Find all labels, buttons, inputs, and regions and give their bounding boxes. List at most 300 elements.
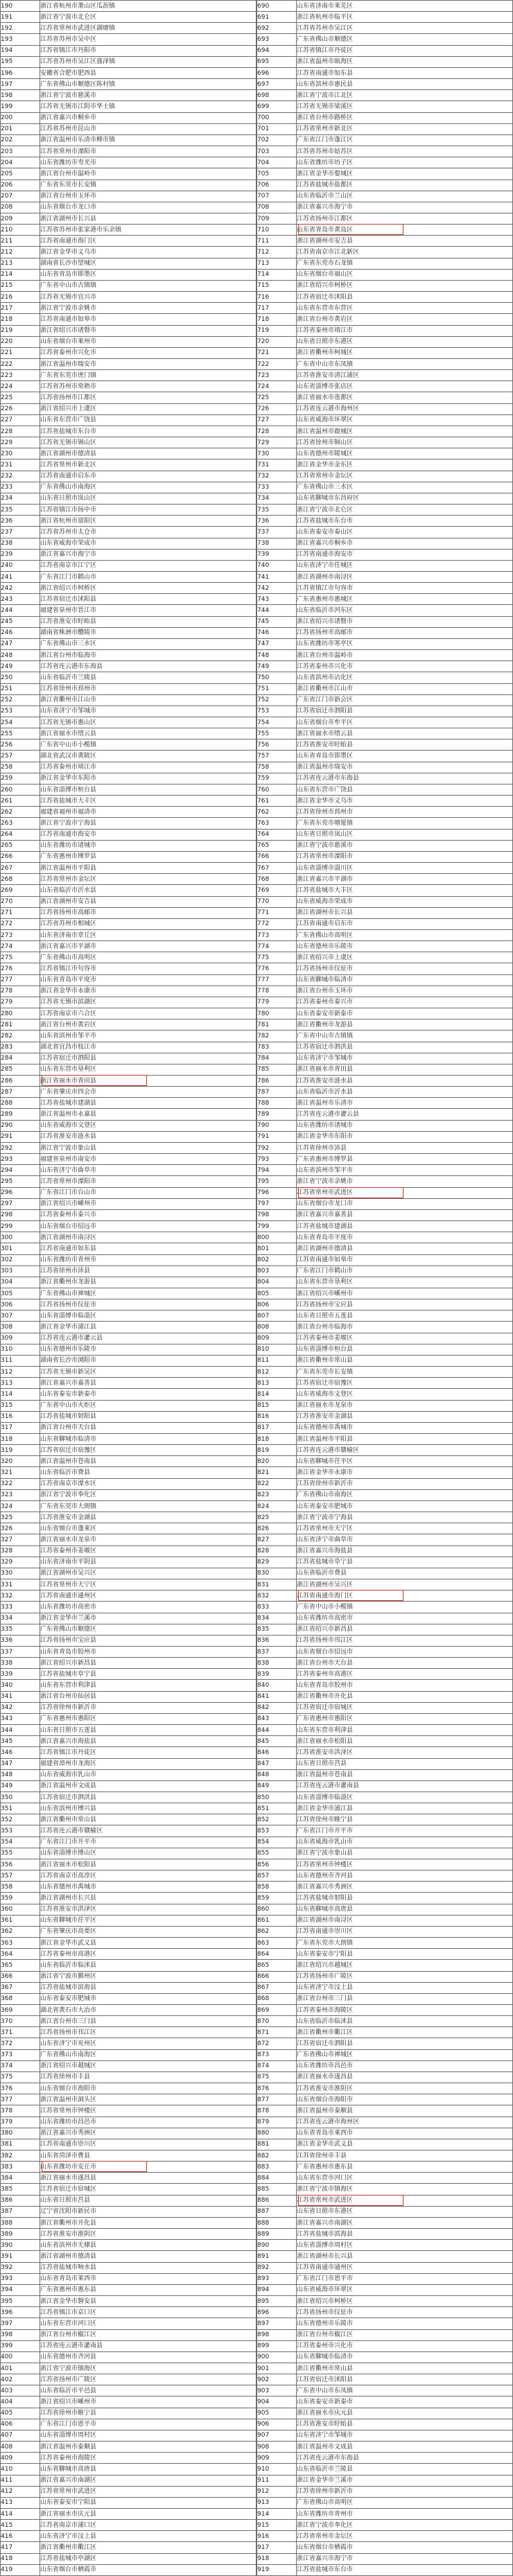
town-cell <box>40 2464 256 2475</box>
table-row <box>1 403 256 414</box>
town-cell <box>40 2475 256 2486</box>
table-row <box>1 1076 256 1087</box>
town-cell <box>40 2273 256 2284</box>
rank-cell: 326 <box>1 1523 40 1534</box>
table-row <box>1 1265 256 1277</box>
table-row <box>257 929 513 940</box>
rank-cell: 775 <box>257 952 297 963</box>
rank-cell: 786 <box>257 1076 297 1087</box>
town-cell <box>40 2083 256 2094</box>
town-cell <box>40 784 256 795</box>
town-cell <box>40 952 256 963</box>
table-row <box>257 796 513 807</box>
rank-cell: 875 <box>257 2071 297 2083</box>
town-name: 山东省滨州市惠民县 <box>297 80 354 88</box>
town-name: 浙江省台州市临海市 <box>297 1324 354 1331</box>
rank-cell: 802 <box>257 1254 297 1265</box>
town-name: 浙江省嘉兴市海宁市 <box>40 551 97 559</box>
town-name: 山东省临沂市费县 <box>40 1469 91 1477</box>
town-name: 山东省潍坊市坊子区 <box>297 159 354 166</box>
town-cell <box>297 1635 513 1646</box>
town-cell <box>297 1859 513 1870</box>
table-row <box>1 1176 256 1187</box>
town-name: 江苏省扬州市宝应县 <box>297 1301 354 1308</box>
table-row <box>257 1154 513 1165</box>
table-row <box>257 1489 513 1500</box>
rank-cell: 348 <box>1 1769 40 1780</box>
town-name: 江苏省淮安市金湖县 <box>297 1413 354 1421</box>
table-row <box>257 2509 513 2520</box>
town-name: 山东省聊城市临清市 <box>297 2354 354 2361</box>
rank-cell: 258 <box>1 762 40 773</box>
table-row <box>257 1904 513 1915</box>
town-name: 湖南省长沙市望城区 <box>40 260 97 268</box>
rank-cell: 214 <box>1 269 40 280</box>
table-row <box>257 459 513 471</box>
table-row <box>257 1769 513 1780</box>
town-name: 浙江省宁波市余姚市 <box>297 1177 354 1185</box>
town-name: 江苏省无锡市宜兴市 <box>40 293 97 301</box>
town-name: 福建省漳州市龙海区 <box>40 1760 97 1768</box>
town-cell <box>297 571 513 582</box>
town-name: 江苏省扬州市邗江区 <box>297 1637 354 1645</box>
rank-cell: 230 <box>1 448 40 459</box>
town-name: 江苏省无锡市梁溪区 <box>297 103 354 110</box>
town-name: 山东省聊城市东昌府区 <box>297 495 360 502</box>
table-row <box>257 2318 513 2329</box>
town-cell <box>297 1109 513 1120</box>
town-name: 山东省东营市河口区 <box>40 2320 97 2327</box>
town-name: 江苏省镇江市句容市 <box>297 584 354 592</box>
town-cell <box>40 2060 256 2071</box>
town-cell <box>40 1367 256 1378</box>
table-row <box>1 1142 256 1153</box>
rank-cell: 813 <box>257 1378 297 1389</box>
town-cell <box>297 1311 513 1322</box>
table-row <box>1 347 256 358</box>
town-cell <box>297 2520 513 2531</box>
table-row <box>257 1176 513 1187</box>
rank-cell: 354 <box>1 1837 40 1848</box>
town-name: 浙江省绍兴市越城区 <box>297 1961 354 1969</box>
table-row <box>1 2173 256 2184</box>
rank-cell: 292 <box>1 1142 40 1153</box>
town-name: 广东省江门市鹤山市 <box>40 573 97 581</box>
rank-cell: 859 <box>257 1893 297 1904</box>
town-cell <box>40 1926 256 1937</box>
rank-cell: 206 <box>1 179 40 191</box>
rank-cell: 780 <box>257 1008 297 1019</box>
town-cell <box>297 2486 513 2497</box>
rank-cell: 197 <box>1 79 40 90</box>
rank-cell: 332 <box>1 1591 40 1602</box>
town-cell <box>297 1602 513 1613</box>
town-name: 广东省东莞市塘厦镇 <box>297 819 354 827</box>
table-row <box>1 2038 256 2049</box>
town-name: 山东省潍坊市青州市 <box>40 1256 97 1264</box>
town-cell <box>40 56 256 67</box>
rank-cell: 208 <box>1 202 40 213</box>
rank-cell: 223 <box>1 370 40 381</box>
rank-cell: 379 <box>1 2117 40 2128</box>
table-row <box>1 1545 256 1557</box>
table-row <box>257 1713 513 1724</box>
rank-cell: 759 <box>257 773 297 784</box>
town-cell <box>297 818 513 829</box>
table-row <box>257 2553 513 2564</box>
table-row <box>257 907 513 918</box>
table-row <box>257 694 513 706</box>
town-cell <box>297 1882 513 1893</box>
rank-cell: 409 <box>1 2453 40 2464</box>
table-row <box>1 2464 256 2475</box>
rank-cell: 261 <box>1 796 40 807</box>
town-cell <box>297 1389 513 1400</box>
town-name: 浙江省宁波市镇海区 <box>297 2186 354 2193</box>
table-row <box>257 1422 513 1433</box>
table-row <box>257 2442 513 2453</box>
rank-cell: 357 <box>1 1870 40 1882</box>
town-cell <box>297 2027 513 2038</box>
table-row <box>257 202 513 213</box>
town-name: 浙江省衢州市开化县 <box>40 2219 97 2227</box>
town-name: 山东省淄博市临淄区 <box>40 1312 97 1320</box>
table-row <box>257 123 513 134</box>
town-name: 江苏省扬州市江都区 <box>297 215 354 222</box>
rank-cell: 228 <box>1 426 40 437</box>
rank-cell: 844 <box>257 1725 297 1736</box>
town-name: 广东省江门市台山市 <box>40 1189 97 1197</box>
rank-cell: 753 <box>257 706 297 717</box>
table-row <box>257 616 513 627</box>
town-cell <box>297 79 513 90</box>
rank-cell: 796 <box>257 1187 297 1198</box>
town-name: 江苏省泰州市兴化市 <box>297 2342 354 2350</box>
town-name: 山东省烟台市海阳市 <box>297 2096 354 2103</box>
table-row <box>1 101 256 112</box>
table-row <box>1 1613 256 1624</box>
town-name: 浙江省宁波市奉化区 <box>40 1491 97 1499</box>
town-cell <box>40 2329 256 2340</box>
rank-cell: 912 <box>257 2486 297 2497</box>
table-row <box>257 2542 513 2553</box>
rank-cell: 336 <box>1 1635 40 1646</box>
town-name: 山东省潍坊市高密市 <box>40 1603 97 1611</box>
town-cell <box>297 414 513 426</box>
table-row <box>1 134 256 146</box>
table-row <box>257 1960 513 1971</box>
town-cell <box>297 1713 513 1724</box>
table-row <box>257 213 513 224</box>
town-name: 浙江省温州市永嘉县 <box>40 1111 97 1119</box>
town-name: 浙江省嘉兴市海盐县 <box>40 1737 97 1745</box>
table-row <box>1 549 256 560</box>
rank-cell: 299 <box>1 1221 40 1232</box>
table-row <box>1 202 256 213</box>
table-row <box>257 1982 513 1993</box>
table-row <box>257 2329 513 2340</box>
town-cell <box>40 1154 256 1165</box>
town-name: 江苏省宿迁市宿城区 <box>40 2186 97 2193</box>
table-row <box>1 381 256 392</box>
table-row <box>1 560 256 571</box>
table-row <box>257 2150 513 2162</box>
rank-cell: 408 <box>1 2442 40 2453</box>
rank-cell: 333 <box>1 1602 40 1613</box>
rank-cell: 276 <box>1 963 40 974</box>
town-cell <box>40 1557 256 1568</box>
town-name: 福建省福州市福清市 <box>40 808 97 816</box>
rank-cell: 387 <box>1 2206 40 2217</box>
table-row <box>257 1378 513 1389</box>
town-cell <box>297 1523 513 1534</box>
town-name: 山东省滨州市无棣县 <box>40 2241 97 2249</box>
town-cell <box>40 2016 256 2027</box>
town-cell <box>297 1534 513 1545</box>
table-row <box>1 493 256 504</box>
table-row <box>1 717 256 728</box>
table-row <box>1 2430 256 2441</box>
town-name: 广东省中山市东凤镇 <box>297 2387 354 2394</box>
rank-cell: 719 <box>257 325 297 336</box>
town-name: 山东省淄博市周村区 <box>297 2241 354 2249</box>
rank-cell: 839 <box>257 1669 297 1680</box>
rank-cell: 732 <box>257 471 297 482</box>
rank-cell: 366 <box>1 1971 40 1982</box>
town-cell <box>297 1870 513 1882</box>
table-row <box>257 2408 513 2419</box>
town-name: 江苏省泰州市靖江市 <box>297 327 354 335</box>
table-row <box>1 146 256 157</box>
rank-cell: 240 <box>1 560 40 571</box>
table-row <box>257 717 513 728</box>
rank-cell: 805 <box>257 1288 297 1299</box>
rank-cell: 237 <box>1 527 40 538</box>
table-row <box>257 1837 513 1848</box>
town-name: 江苏省连云港市灌云县 <box>40 1335 103 1342</box>
rank-cell: 199 <box>1 101 40 112</box>
rank-cell: 725 <box>257 392 297 403</box>
table-row <box>1 12 256 23</box>
town-cell <box>40 717 256 728</box>
town-cell <box>297 56 513 67</box>
table-row <box>1 1713 256 1724</box>
town-name: 江苏省盐城市建湖县 <box>40 1099 97 1107</box>
town-name: 浙江省金华市浦江县 <box>40 1324 97 1331</box>
town-name: 江苏省常州市武进区 <box>297 2197 354 2205</box>
town-name: 江苏省盐城市东台市 <box>40 428 97 435</box>
table-row <box>1 1635 256 1646</box>
rank-cell: 867 <box>257 1982 297 1993</box>
table-row <box>257 1221 513 1232</box>
town-name: 江苏省宿迁市泗阳县 <box>40 1055 97 1062</box>
table-row <box>1 840 256 851</box>
town-cell <box>40 1031 256 1042</box>
town-cell <box>40 2453 256 2464</box>
town-cell <box>297 1467 513 1478</box>
town-cell <box>297 1725 513 1736</box>
town-cell <box>297 1076 513 1087</box>
table-row <box>257 1523 513 1534</box>
rank-cell: 760 <box>257 784 297 795</box>
rank-cell: 857 <box>257 1870 297 1882</box>
town-name: 湖南省长沙市浏阳市 <box>40 1357 97 1365</box>
table-row <box>257 2195 513 2206</box>
town-cell <box>40 1859 256 1870</box>
town-cell <box>297 2374 513 2385</box>
rank-cell: 404 <box>1 2397 40 2408</box>
rank-cell: 761 <box>257 796 297 807</box>
rank-cell: 778 <box>257 985 297 997</box>
town-cell <box>40 1803 256 1814</box>
town-cell <box>297 605 513 616</box>
town-cell <box>297 403 513 414</box>
rank-cell: 385 <box>1 2184 40 2195</box>
town-name: 浙江省台州市仙居县 <box>40 1693 97 1701</box>
town-cell <box>297 1378 513 1389</box>
table-row <box>1 1579 256 1591</box>
town-name: 江苏省徐州市新沂市 <box>297 2488 354 2496</box>
town-cell <box>40 1400 256 1411</box>
town-cell <box>40 23 256 34</box>
table-row <box>257 1658 513 1669</box>
town-name: 浙江省台州市天台县 <box>40 1424 97 1432</box>
town-cell <box>297 2195 513 2206</box>
rank-cell: 363 <box>1 1938 40 1949</box>
rank-cell: 389 <box>1 2229 40 2240</box>
rank-cell: 880 <box>257 2128 297 2139</box>
rank-cell: 264 <box>1 829 40 840</box>
table-row <box>257 1367 513 1378</box>
town-name: 江苏省连云港市灌云县 <box>297 1111 360 1119</box>
table-row <box>257 2419 513 2430</box>
town-cell <box>40 247 256 258</box>
town-name: 浙江省温州市鹿城区 <box>297 428 354 435</box>
rank-cell: 851 <box>257 1803 297 1814</box>
table-row <box>257 1098 513 1109</box>
table-row <box>1 1131 256 1142</box>
town-name: 浙江省金华市永康市 <box>40 988 97 995</box>
town-name: 浙江省绍兴市嵊州市 <box>40 1200 97 1208</box>
rank-cell: 748 <box>257 650 297 661</box>
town-name: 江苏省徐州市睢宁县 <box>297 1816 354 1823</box>
rank-cell: 847 <box>257 1758 297 1769</box>
town-cell <box>297 1344 513 1355</box>
table-row <box>1 1467 256 1478</box>
town-name: 浙江省温州市瑞安市 <box>297 764 354 771</box>
rank-cell: 373 <box>1 2049 40 2060</box>
town-cell <box>297 1 513 12</box>
rank-cell: 770 <box>257 896 297 907</box>
town-name: 山东省潍坊市昌邑市 <box>40 2119 97 2126</box>
town-name: 浙江省湖州市长兴县 <box>40 1894 97 1902</box>
table-row <box>257 560 513 571</box>
town-name: 山东省青岛市黄岛区 <box>297 226 354 234</box>
rank-cell: 235 <box>1 505 40 516</box>
rank-cell: 406 <box>1 2419 40 2430</box>
town-cell <box>40 694 256 706</box>
table-row <box>257 874 513 885</box>
town-cell <box>297 661 513 672</box>
town-cell <box>297 336 513 347</box>
table-row <box>257 2453 513 2464</box>
table-row <box>257 2385 513 2397</box>
table-row <box>257 448 513 459</box>
rank-cell: 318 <box>1 1434 40 1445</box>
town-name: 广东省惠州市惠阳区 <box>40 1715 97 1723</box>
town-cell <box>40 941 256 952</box>
town-name: 浙江省湖州市南浔区 <box>297 573 354 581</box>
town-name: 浙江省绍兴市诸暨市 <box>40 327 97 335</box>
town-cell <box>40 2004 256 2015</box>
table-row <box>1 1825 256 1837</box>
town-name: 浙江省温州市文成县 <box>297 2443 354 2451</box>
town-cell <box>297 1165 513 1176</box>
town-cell <box>40 2094 256 2105</box>
table-row <box>1 1389 256 1400</box>
table-row <box>257 1445 513 1456</box>
town-cell <box>297 2329 513 2340</box>
table-row <box>257 1467 513 1478</box>
rank-cell: 339 <box>1 1669 40 1680</box>
town-cell <box>40 1837 256 1848</box>
town-name: 江苏省南通市海安市 <box>40 831 97 839</box>
table-row <box>257 762 513 773</box>
town-name: 浙江省金华市东阳市 <box>40 775 97 782</box>
table-row <box>257 23 513 34</box>
town-name: 浙江省宁波市北仑区 <box>297 506 354 514</box>
town-cell <box>40 1277 256 1288</box>
town-cell <box>297 583 513 594</box>
table-row <box>1 1859 256 1870</box>
table-row <box>1 2060 256 2071</box>
rank-cell: 803 <box>257 1265 297 1277</box>
table-row <box>257 1534 513 1545</box>
table-row <box>257 2038 513 2049</box>
rank-cell: 221 <box>1 347 40 358</box>
town-cell <box>297 2442 513 2453</box>
town-name: 江苏省盐城市射阳县 <box>297 1894 354 1902</box>
table-row <box>1 1500 256 1512</box>
rank-cell: 894 <box>257 2284 297 2295</box>
table-row <box>1 2340 256 2351</box>
rank-cell: 808 <box>257 1322 297 1333</box>
rank-cell: 192 <box>1 23 40 34</box>
rank-cell: 398 <box>1 2329 40 2340</box>
table-row <box>1 336 256 347</box>
table-row <box>1 1792 256 1803</box>
town-name: 江苏省南通市崇川区 <box>40 2141 97 2148</box>
town-name: 江苏省泰州市高港区 <box>40 1950 97 1958</box>
town-name: 广东省佛山市南海区 <box>40 2051 97 2059</box>
town-cell <box>40 1904 256 1915</box>
rank-cell: 792 <box>257 1142 297 1153</box>
town-name: 山东省青岛市胶州市 <box>297 1682 354 1690</box>
town-cell <box>297 2139 513 2150</box>
town-name: 广东省江门市鹤山市 <box>297 1268 354 1275</box>
table-row <box>1 2162 256 2173</box>
town-name: 江苏省苏州市太仓市 <box>40 528 97 536</box>
town-cell <box>40 840 256 851</box>
rank-cell: 361 <box>1 1915 40 1926</box>
town-cell <box>40 1702 256 1713</box>
town-cell <box>40 1500 256 1512</box>
town-cell <box>40 549 256 560</box>
table-row <box>257 1669 513 1680</box>
town-cell <box>40 2564 256 2575</box>
table-row <box>1 516 256 527</box>
town-cell <box>40 1467 256 1478</box>
